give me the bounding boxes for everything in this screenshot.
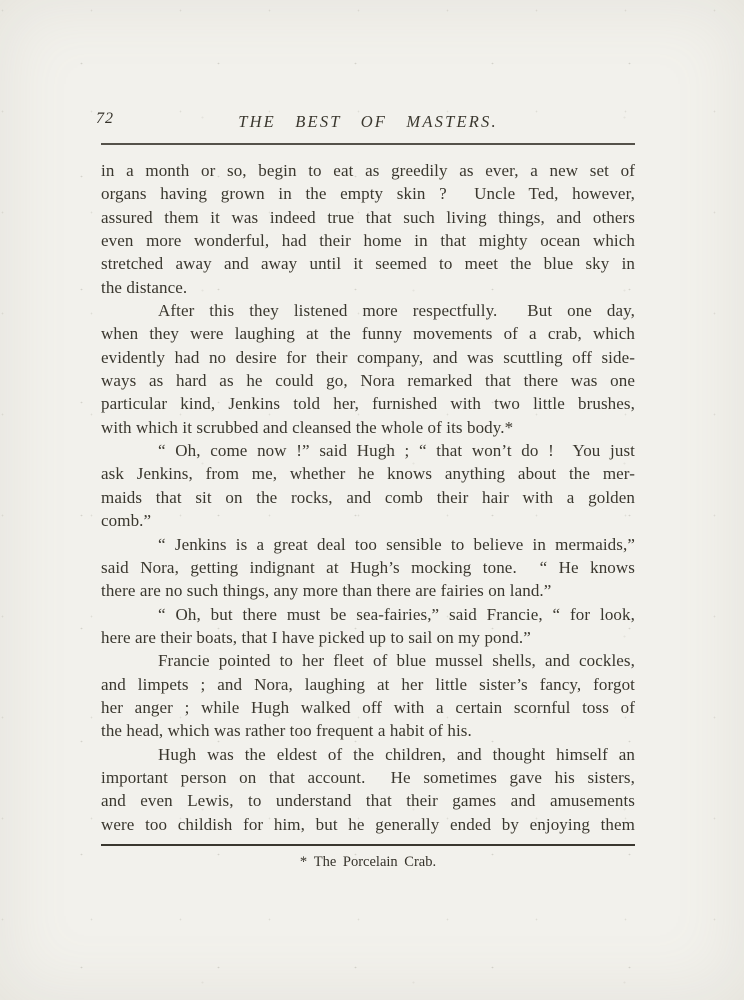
text-line: ask Jenkins, from me, whether he knows anything about the mer- — [101, 464, 635, 484]
text-line: said Nora, getting indignant at Hugh’s mocking tone. “ He knows — [101, 557, 635, 577]
paragraph — [101, 159, 635, 299]
text-line: the head, which was rather too frequent a habit of his. — [101, 721, 472, 741]
text-line: evidently had no desire for their company, and was scuttling off side- — [101, 347, 635, 367]
paragraph — [101, 743, 635, 836]
paragraph — [101, 603, 635, 650]
text-line: the distance. — [101, 277, 188, 297]
header-rule — [101, 143, 635, 145]
page-number: 72 — [96, 110, 114, 127]
footnote: * The Porcelain Crab. — [299, 853, 437, 870]
text-line: maids that sit on the rocks, and comb their hair with a golden — [101, 487, 635, 507]
paragraph — [101, 299, 635, 439]
text-line: Francie pointed to her fleet of blue mussel shells, and cockles, — [158, 651, 635, 671]
text-line: there are no such things, any more than there are fairies on land.” — [101, 581, 552, 601]
text-line: organs having grown in the empty skin ? Uncle Ted, however, — [101, 184, 635, 204]
text-line: even more wonderful, had their home in that mighty ocean which — [101, 231, 635, 251]
text-line: and even Lewis, to understand that their games and amusements — [101, 791, 635, 811]
text-line: with which it scrubbed and cleansed the whole of its body.* — [101, 417, 514, 437]
running-title: THE BEST OF MASTERS. — [238, 112, 498, 131]
paragraph — [101, 649, 635, 742]
text-line: here are their boats, that I have picked up to sail on my pond.” — [101, 627, 531, 647]
text-line: After this they listened more respectfully. But one day, — [158, 301, 635, 321]
text-line: “ Oh, but there must be sea-fairies,” said Francie, “ for look, — [158, 604, 635, 624]
text-line: assured them it was indeed true that such living things, and others — [101, 207, 635, 227]
text-body — [101, 159, 635, 836]
running-head — [96, 0, 635, 134]
text-line: important person on that account. He sometimes gave his sisters, — [101, 767, 635, 787]
text-line: ways as hard as he could go, Nora remarked that there was one — [101, 371, 635, 391]
text-line: comb.” — [101, 511, 152, 531]
text-line: “ Oh, come now !” said Hugh ; “ that won’t do ! You just — [158, 441, 635, 461]
paragraph — [101, 533, 635, 603]
paragraph — [101, 439, 635, 532]
text-line: “ Jenkins is a great deal too sensible to believe in mermaids,” — [158, 534, 635, 554]
text-line: in a month or so, begin to eat as greedily as ever, a new set of — [101, 161, 635, 180]
text-line: her anger ; while Hugh walked off with a certain scornful toss of — [101, 697, 635, 717]
footnote-rule — [101, 844, 635, 846]
text-line: particular kind, Jenkins told her, furnished with two little brushes, — [101, 394, 635, 414]
text-line: and limpets ; and Nora, laughing at her little sister’s fancy, forgot — [101, 674, 635, 694]
text-line: Hugh was the eldest of the children, and thought himself an — [158, 744, 635, 764]
text-line: were too childish for him, but he generally ended by enjoying them — [101, 814, 635, 834]
text-line: when they were laughing at the funny movements of a crab, which — [101, 324, 635, 344]
text-line: stretched away and away until it seemed to meet the blue sky in — [101, 254, 635, 274]
text-column — [96, 0, 635, 871]
